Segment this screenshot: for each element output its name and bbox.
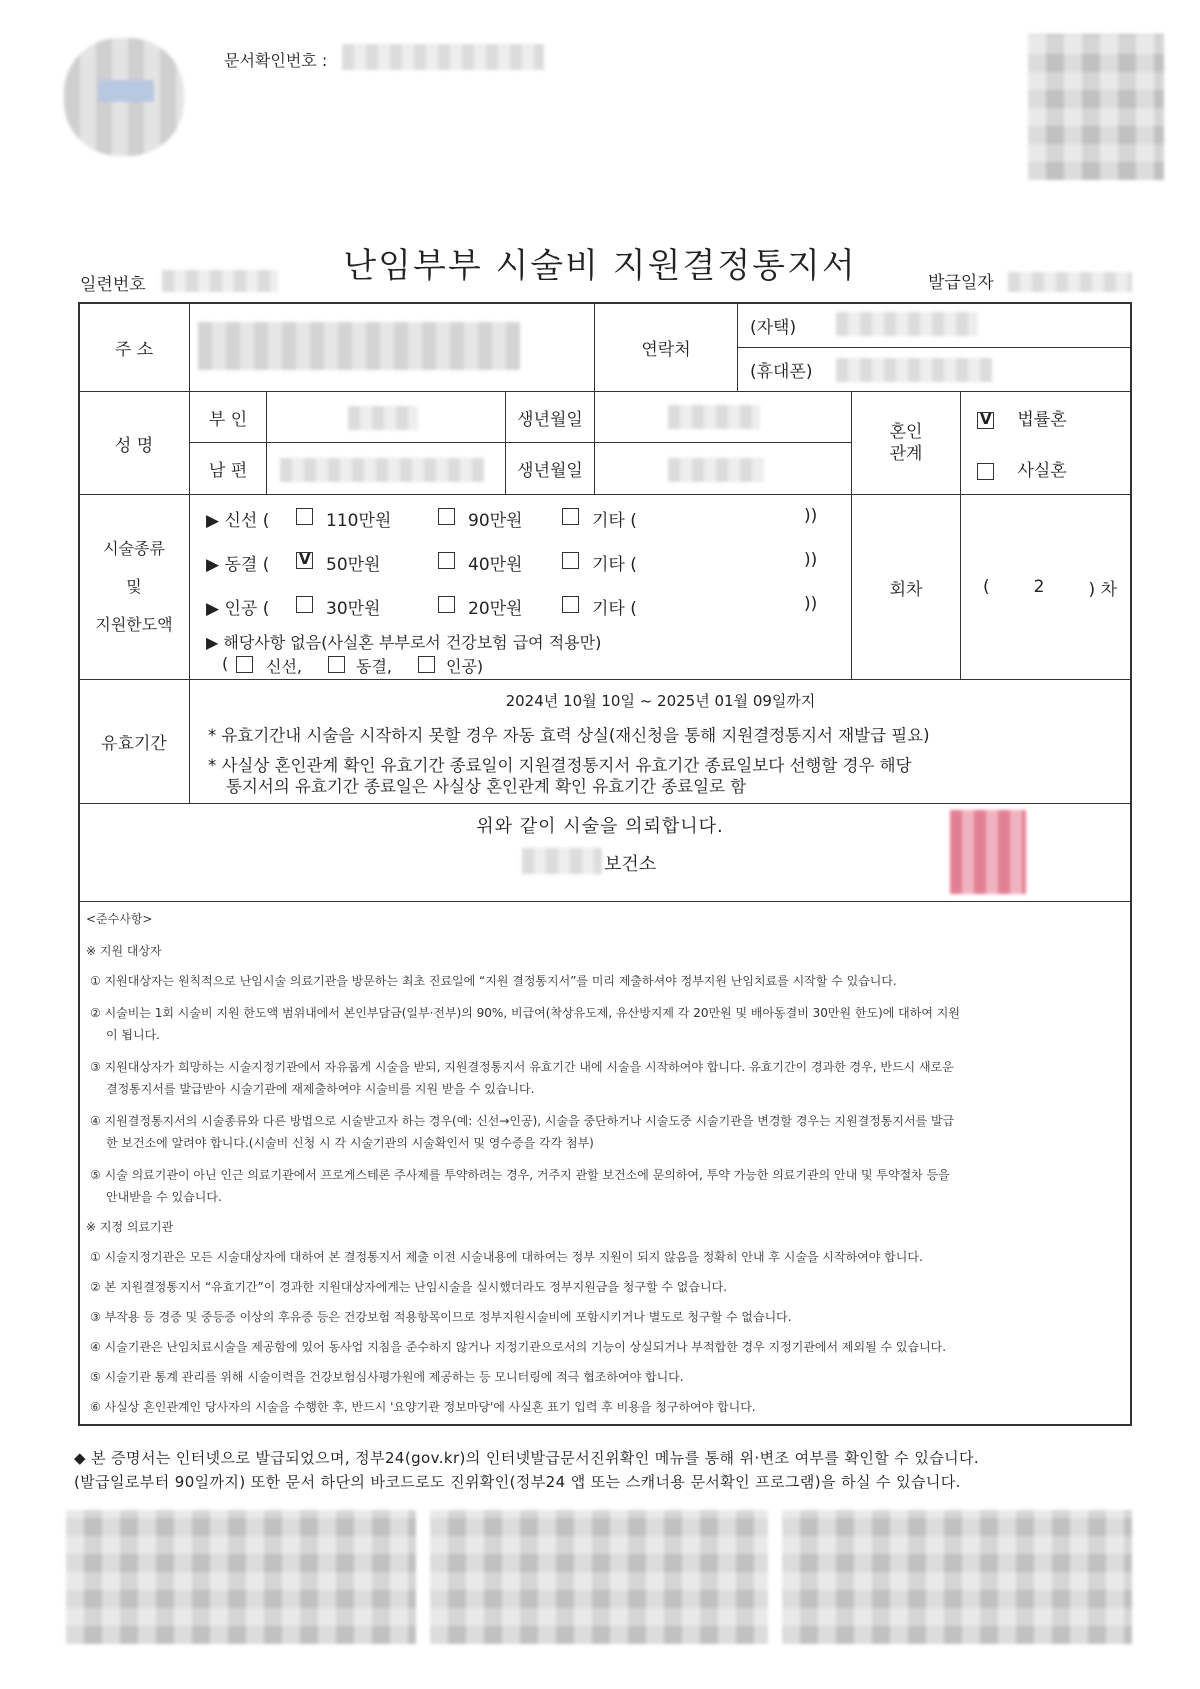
frozen-50-text: 50만원 [326, 555, 381, 575]
notice-2-5: ⑤ 시술기관 통계 관리를 위해 시술이력을 건강보험심사평가원에 제공하는 등 모니터링에 적극 협조하여야 합니다. [90, 1370, 684, 1384]
none-open: ( [222, 654, 229, 673]
notice-heading: <준수사항> [86, 912, 153, 926]
iui-other-checkbox[interactable] [562, 596, 579, 613]
name-label: 성 명 [78, 391, 190, 495]
document-title: 난임부부 시술비 지원결정통지서 [343, 246, 857, 286]
wife-birth-label: 생년월일 [505, 391, 595, 443]
frozen-40-checkbox[interactable] [438, 552, 455, 569]
legal-marriage-option [977, 405, 1067, 430]
marriage-options [960, 391, 1132, 495]
validity-period: 2024년 10월 10일 ~ 2025년 01월 09일까지 [505, 692, 816, 710]
fresh-90-checkbox[interactable] [438, 508, 455, 525]
health-center-name-redacted [522, 848, 602, 874]
iui-30-checkbox[interactable] [296, 596, 313, 613]
notice-2-1: ① 시술지정기관은 모든 시술대상자에 대하여 본 결정통지서 제출 이전 시술내용에 대하여는 정부 지원이 되지 않음을 정확히 안내 후 시술을 시작하여야 합니다. [90, 1250, 923, 1264]
authenticity-note-line1: ◆ 본 증명서는 인터넷으로 발급되었으며, 정부24(gov.kr)의 인터넷발급문서진위확인 메뉴를 통해 위·변조 여부를 확인할 수 있습니다. [74, 1449, 980, 1467]
notice-section-2: ※ 지정 의료기관 [86, 1220, 174, 1234]
defacto-marriage-text: 사실혼 [1017, 461, 1067, 481]
address-label: 주 소 [78, 302, 190, 392]
official-seal-blurred [950, 810, 1026, 894]
defacto-marriage-option [977, 456, 1067, 481]
frozen-other-checkbox[interactable] [562, 552, 579, 569]
issue-date-redacted [1008, 272, 1132, 292]
defacto-marriage-checkbox[interactable] [977, 463, 994, 480]
notice-1-2a: ② 시술비는 1회 시술비 지원 한도액 범위내에서 본인부담금(일부·전부)의 90%, 비급여(착상유도제, 유산방지제 각 20만원 및 배아동결비 30만원 한도)에 대하여 지원 [90, 1006, 960, 1020]
home-phone-label: (자택) [750, 317, 797, 338]
marriage-label-line2: 관계 [889, 444, 923, 464]
husband-birth-label: 생년월일 [505, 442, 595, 495]
issuer-seal-blurred [64, 38, 184, 156]
fresh-other-checkbox[interactable] [562, 508, 579, 525]
marriage-label-line1: 혼인 [889, 422, 923, 442]
notice-2-2: ② 본 지원결정통지서 “유효기간”이 경과한 지원대상자에게는 난임시술을 실시했더라도 정부지원금을 청구할 수 없습니다. [90, 1280, 727, 1294]
qr-code-blurred [1028, 34, 1164, 180]
mobile-label: (휴대폰) [750, 362, 813, 382]
issue-date-label: 발급일자 [928, 273, 994, 293]
round-open: ( [983, 577, 990, 597]
request-text: 위와 같이 시술을 의뢰합니다. [476, 816, 724, 837]
notice-1-5a: ⑤ 시술 의료기관이 아닌 인근 의료기관에서 프로게스테론 주사제를 투약하려는 경우, 거주지 관할 보건소에 문의하여, 투약 가능한 의료기관의 안내 및 투약절차 등을 [90, 1168, 950, 1182]
round-value: 2 [1033, 577, 1045, 597]
notice-2-4: ④ 시술기관은 난임치료시술을 제공함에 있어 동사업 지침을 준수하지 않거나 지정기관으로서의 기능이 상실되거나 부적합한 경우 지정기관에서 제외될 수 있습니다. [90, 1340, 947, 1354]
fresh-90-text: 90만원 [468, 511, 523, 531]
fresh-110-text: 110만원 [326, 511, 392, 531]
round-label: 회차 [851, 494, 961, 680]
round-close: ) 차 [1088, 579, 1117, 600]
contact-label: 연락처 [594, 302, 738, 392]
frozen-40-text: 40만원 [468, 555, 523, 575]
iui-other-text: 기타 ( [592, 599, 637, 619]
notice-1-4b: 한 보건소에 알려야 합니다.(시술비 신청 시 각 시술기관의 시술확인서 및 영수증을 각각 첨부) [106, 1136, 594, 1150]
iui-label: ▶ 인공 ( [206, 599, 270, 619]
health-center-label: 보건소 [604, 854, 657, 875]
notice-section-1: ※ 지원 대상자 [86, 944, 162, 958]
frozen-50-checkbox[interactable] [296, 552, 313, 569]
notice-1-3b: 결정통지서를 발급받아 시술기관에 재제출하여야 시술비를 지원 받을 수 있습니다. [106, 1082, 535, 1096]
marriage-label [851, 391, 961, 495]
mobile-redacted [836, 358, 992, 382]
none-fresh-text: 신선, [266, 657, 302, 676]
barcode-2-blurred [430, 1510, 768, 1644]
notice-1-4a: ④ 지원결정통지서의 시술종류와 다른 방법으로 시술받고자 하는 경우(예: 신선→인공), 시술을 중단하거나 시술도중 시술기관을 변경할 경우는 지원결정통지서를 발급 [90, 1114, 955, 1128]
husband-birth-redacted [668, 458, 764, 482]
frozen-close: )) [804, 550, 818, 570]
none-fresh-checkbox[interactable] [236, 656, 253, 673]
fresh-110-checkbox[interactable] [296, 508, 313, 525]
none-iui-text: 인공) [446, 657, 484, 676]
notice-1-2b: 이 됩니다. [106, 1028, 160, 1042]
legal-marriage-text: 법률혼 [1017, 410, 1067, 430]
round-cell [960, 494, 1132, 680]
notice-2-3: ③ 부작용 등 경증 및 중등증 이상의 후유증 등은 건강보험 적용항목이므로 정부지원시술비에 포함시키거나 별도로 청구할 수 없습니다. [90, 1310, 792, 1324]
validity-note-1: * 유효기간내 시술을 시작하지 못할 경우 자동 효력 상실(재신청을 통해 지원결정통지서 재발급 필요) [208, 726, 930, 745]
doc-check-number-redacted [342, 44, 544, 70]
none-frozen-checkbox[interactable] [328, 656, 345, 673]
notice-1-5b: 안내받을 수 있습니다. [106, 1190, 222, 1204]
serial-number-label: 일련번호 [80, 275, 146, 295]
iui-close: )) [804, 594, 818, 614]
authenticity-note-line2: (발급일로부터 90일까지) 또한 문서 하단의 바코드로도 진위확인(정부24 앱 또는 스캐너용 문서확인 프로그램)을 하실 수 있습니다. [74, 1473, 961, 1491]
validity-note-2b: 통지서의 유효기간 종료일은 사실상 혼인관계 확인 유효기간 종료일로 함 [226, 777, 747, 796]
notice-1-1: ① 지원대상자는 원칙적으로 난임시술 의료기관을 방문하는 최초 진료일에 “지원 결정통지서”를 미리 제출하셔야 정부지원 난임치료를 시작할 수 있습니다. [90, 974, 897, 988]
authenticity-note [74, 1446, 1144, 1494]
address-redacted [198, 322, 520, 370]
iui-20-text: 20만원 [468, 599, 523, 619]
validity-note-2a: * 사실상 혼인관계 확인 유효기간 종료일이 지원결정통지서 유효기간 종료일보다 선행할 경우 해당 [208, 756, 912, 775]
iui-20-checkbox[interactable] [438, 596, 455, 613]
husband-name-redacted [280, 458, 484, 482]
treatment-label-line2: 및 [126, 577, 142, 596]
serial-number-redacted [162, 270, 278, 292]
treatment-label [78, 494, 190, 680]
wife-label: 부 인 [189, 391, 267, 443]
wife-name-redacted [348, 406, 418, 430]
validity-label: 유효기간 [78, 679, 190, 804]
husband-label: 남 편 [189, 442, 267, 495]
frozen-other-text: 기타 ( [592, 555, 637, 575]
barcode-3-blurred [782, 1510, 1132, 1644]
notice-2-6: ⑥ 사실상 혼인관계인 당사자의 시술을 수행한 후, 반드시 '요양기관 정보마당'에 사실혼 표기 입력 후 비용을 청구하여야 합니다. [90, 1400, 756, 1414]
none-frozen-text: 동결, [356, 657, 392, 676]
fresh-close: )) [804, 506, 818, 526]
notice-1-3a: ③ 지원대상자가 희망하는 시술지정기관에서 자유롭게 시술을 받되, 지원결정통지서 유효기간 내에 시술을 시작하여야 합니다. 유효기간이 경과한 경우, 반드시 새로운 [90, 1060, 954, 1074]
doc-check-number-label: 문서확인번호 : [224, 51, 328, 70]
home-phone-redacted [836, 312, 978, 336]
legal-marriage-checkbox[interactable] [977, 412, 994, 429]
none-iui-checkbox[interactable] [418, 656, 435, 673]
iui-30-text: 30만원 [326, 599, 381, 619]
wife-birth-redacted [668, 405, 760, 429]
frozen-label: ▶ 동결 ( [206, 555, 270, 575]
fresh-label: ▶ 신선 ( [206, 511, 270, 531]
barcode-1-blurred [66, 1510, 416, 1644]
treatment-label-line1: 시술종류 [103, 539, 165, 558]
treatment-label-line3: 지원한도액 [95, 615, 173, 634]
fresh-other-text: 기타 ( [592, 511, 637, 531]
none-applicable-row: ▶ 해당사항 없음(사실혼 부부로서 건강보험 급여 적용만) [206, 633, 602, 652]
